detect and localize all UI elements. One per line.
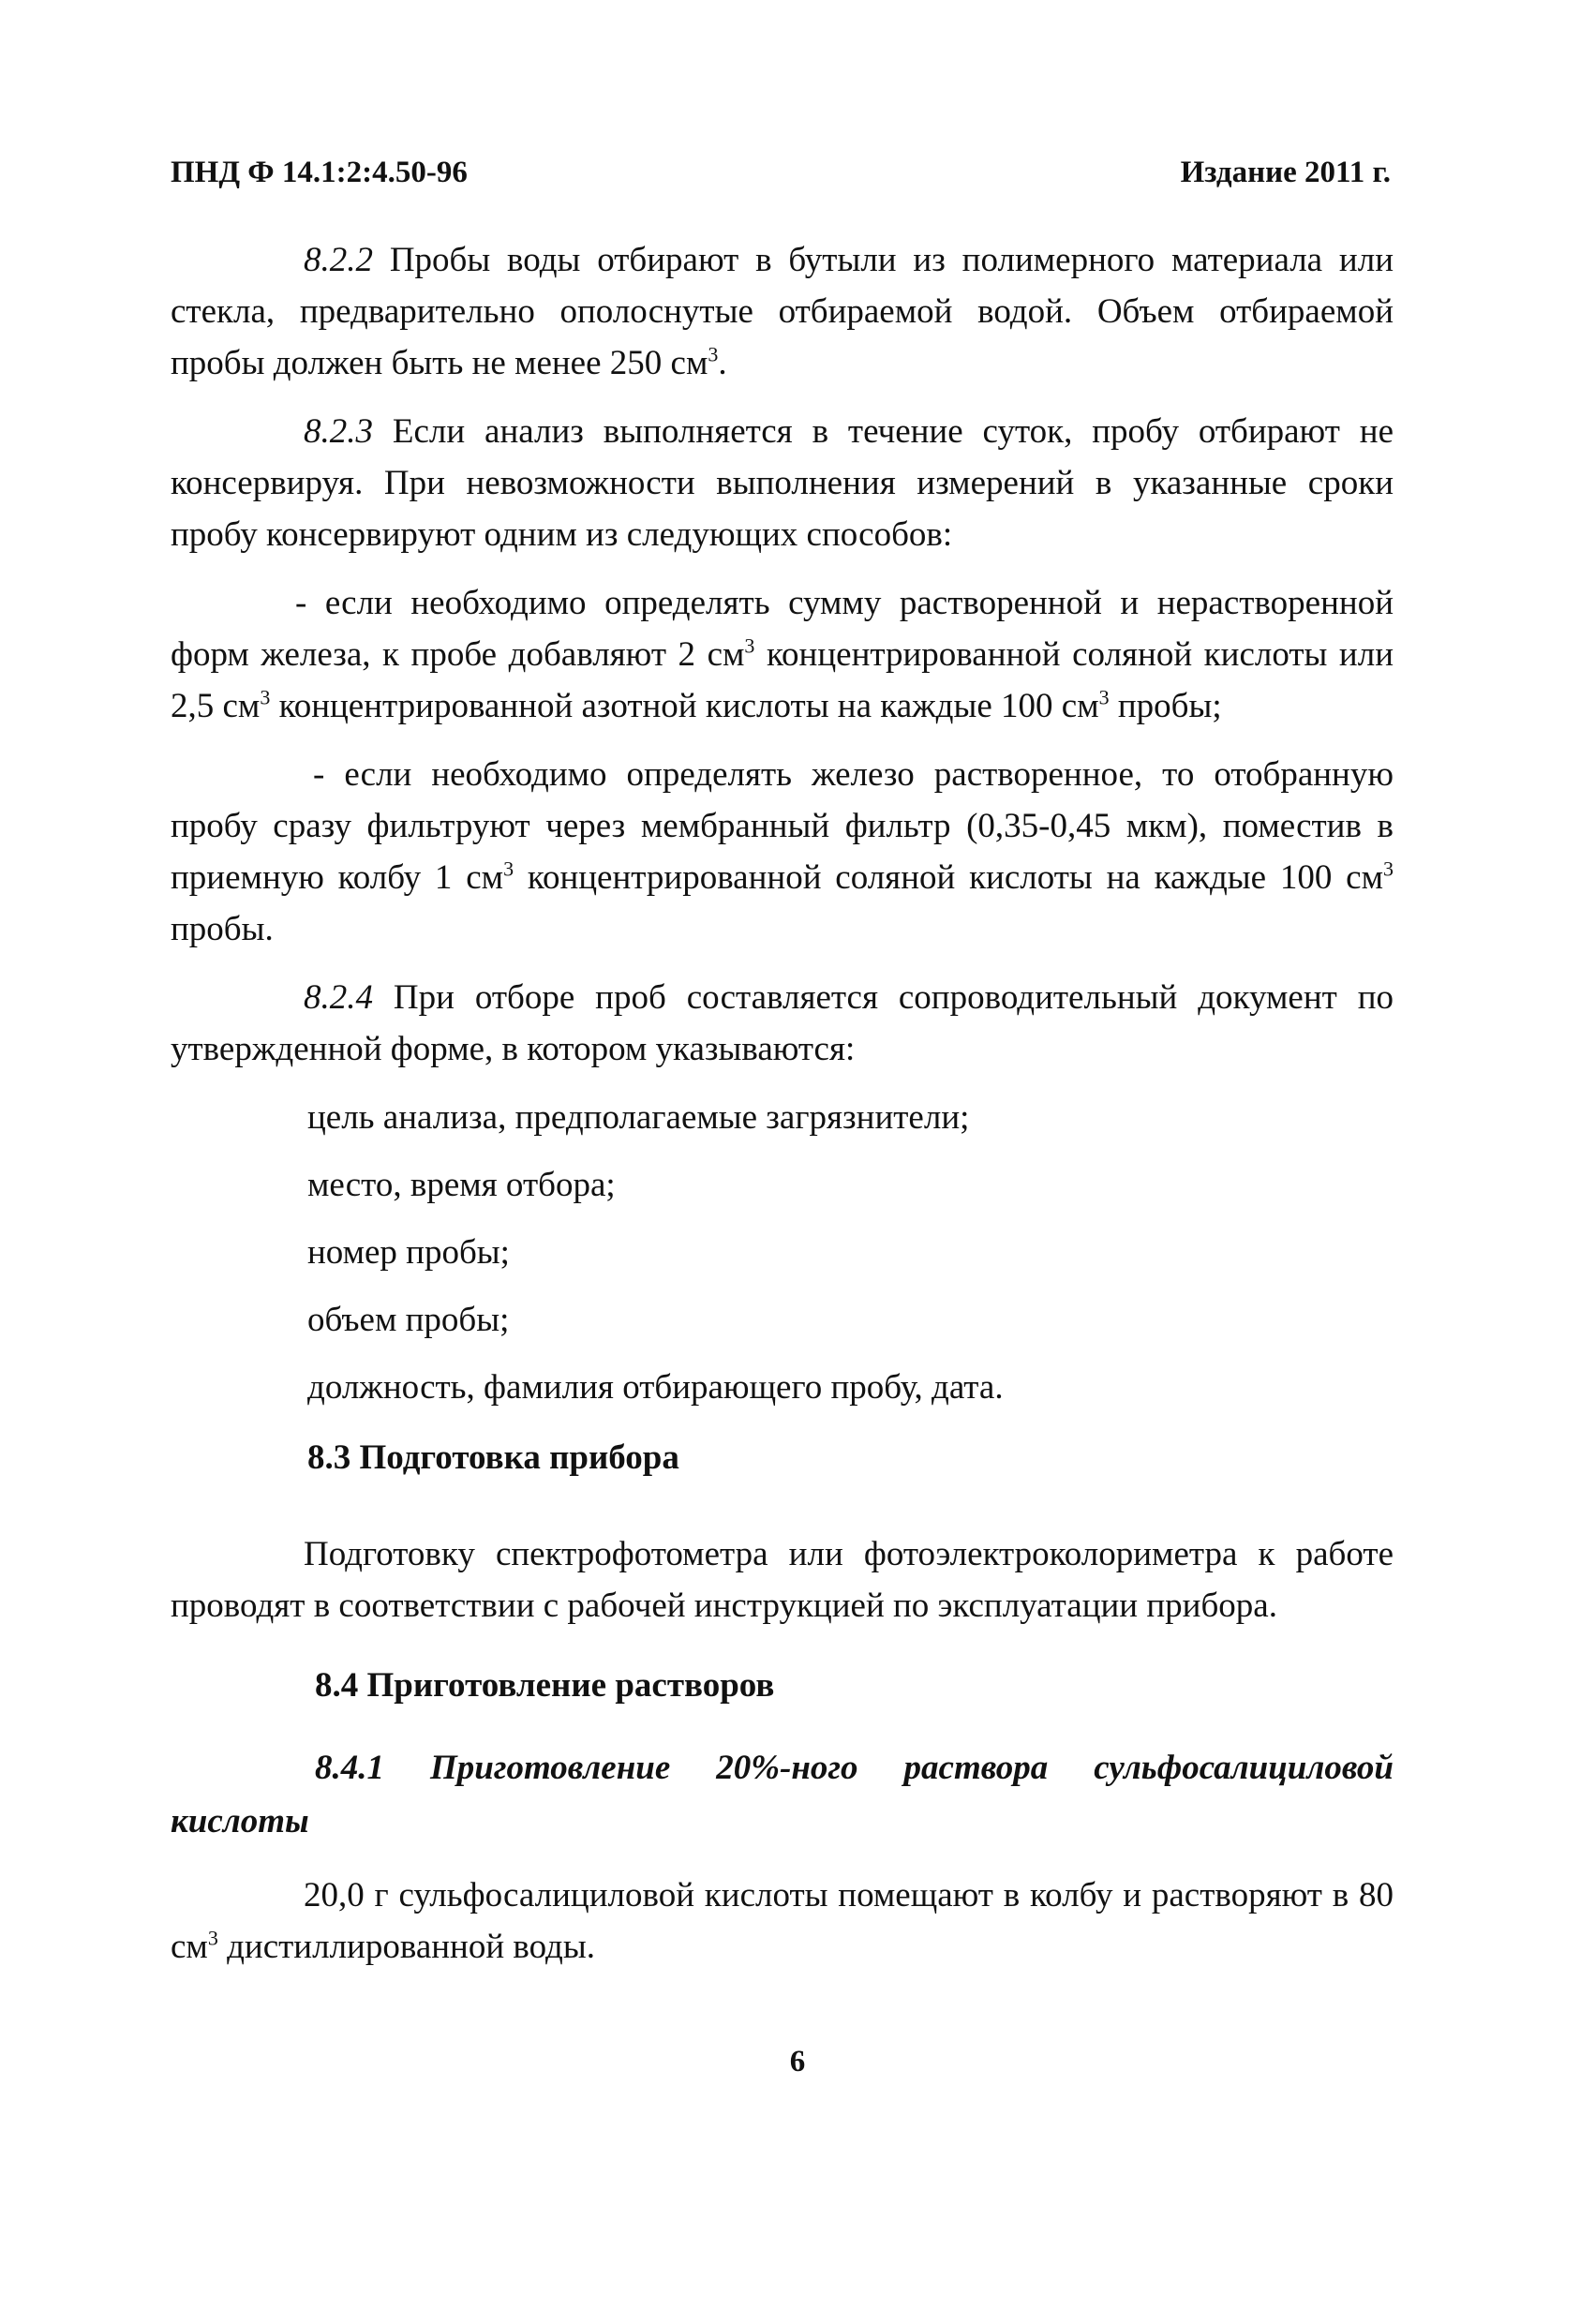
paragraph-text: Подготовку спектрофотометра или фотоэлектроколориметра к работе проводят в соответствии с рабочей инструкцией по эксплуатации прибора.: [171, 1535, 1394, 1625]
clause-number: 8.2.4: [304, 978, 373, 1017]
list-item: должность, фамилия отбирающего пробу, дата.: [307, 1368, 1004, 1407]
page-body: [171, 234, 1394, 1989]
paragraph-8-2-3: [171, 406, 1394, 560]
paragraph-text: Если анализ выполняется в течение суток, пробу отбирают не консервируя. При невозможности выполнения измерений в указанные сроки пробу консервируют одним из следующих способов:: [171, 412, 1394, 554]
paragraph-text: При отборе проб составляется сопроводительный документ по утвержденной форме, в котором указываются:: [171, 978, 1394, 1068]
superscript: 3: [503, 857, 514, 881]
bullet-dissolved-iron: [171, 749, 1394, 955]
superscript: 3: [207, 1926, 218, 1950]
clause-number: 8.2.2: [304, 241, 373, 279]
section-heading-8-3: 8.3 Подготовка прибора: [307, 1438, 679, 1477]
paragraph-text: пробы.: [171, 910, 274, 948]
section-heading-8-4: 8.4 Приготовление растворов: [315, 1666, 775, 1705]
list-item: цель анализа, предполагаемые загрязнители;: [307, 1098, 970, 1137]
superscript: 3: [1383, 857, 1394, 881]
paragraph-text: концентрированной соляной кислоты или 2,5 см: [171, 635, 1394, 725]
paragraph-text: пробы;: [1109, 687, 1222, 725]
paragraph-text: концентрированной соляной кислоты на каждые 100 см: [514, 858, 1383, 897]
edition-label: Издание 2011 г.: [1180, 156, 1391, 189]
paragraph-text: - если необходимо определять железо растворенное, то отобранную пробу сразу фильтруют через мембранный фильтр (0,35-0,45 мкм), поместив в приемную колбу 1 см: [171, 755, 1394, 897]
superscript: 3: [708, 342, 719, 366]
bullet-total-iron: [171, 577, 1394, 732]
superscript: 3: [744, 633, 755, 658]
list-item: место, время отбора;: [307, 1166, 616, 1204]
page-number: 6: [789, 2045, 806, 2078]
paragraph-8-3: [171, 1528, 1394, 1631]
paragraph-8-2-4: [171, 972, 1394, 1075]
paragraph-text: дистиллированной воды.: [217, 1928, 595, 1966]
paragraph-8-4-1: [171, 1870, 1394, 1973]
superscript: 3: [260, 685, 271, 709]
paragraph-text: .: [718, 344, 727, 382]
superscript: 3: [1098, 685, 1110, 709]
paragraph-text: концентрированной азотной кислоты на каждые 100 см: [270, 687, 1099, 725]
clause-number: 8.2.3: [304, 412, 373, 451]
paragraph-text: Пробы воды отбирают в бутыли из полимерного материала или стекла, предварительно ополоснутые отбираемой водой. Объем отбираемой пробы должен быть не менее 250 см: [171, 241, 1394, 382]
subsection-heading-8-4-1-continued: кислоты: [171, 1802, 309, 1840]
paragraph-text: - если необходимо определять сумму растворенной и нерастворенной форм железа, к пробе добавляют 2 см: [171, 584, 1394, 674]
list-item: объем пробы;: [307, 1301, 510, 1339]
subsection-heading-8-4-1: 8.4.1 Приготовление 20%-ного раствора сульфосалициловой: [315, 1749, 1394, 1787]
document-code: ПНД Ф 14.1:2:4.50-96: [171, 156, 468, 189]
paragraph-text: 20,0 г сульфосалициловой кислоты помещают в колбу и растворяют в 80 см: [171, 1876, 1394, 1966]
paragraph-8-2-2: [171, 234, 1394, 389]
list-item: номер пробы;: [307, 1233, 510, 1272]
